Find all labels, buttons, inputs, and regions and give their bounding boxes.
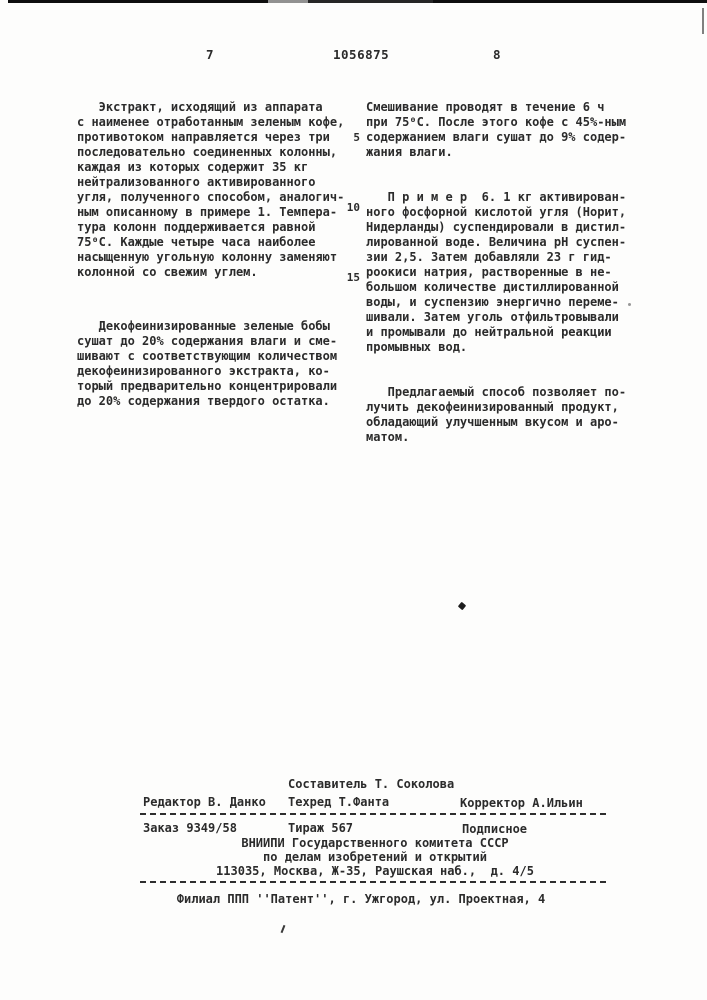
text-line: обладающий улучшенным вкусом и аро- [366, 415, 619, 429]
branch-office-line: Филиал ППП ''Патент'', г. Ужгород, ул. Проектная, 4 [176, 892, 546, 906]
subscription-note: Подписное [462, 822, 528, 836]
text-line: жания влаги. [366, 145, 453, 159]
paragraph [366, 100, 630, 160]
text-line: насыщенную угольную колонну заменяют [77, 250, 338, 264]
text-line: сушат до 20% содержания влаги и сме- [77, 334, 338, 348]
text-line: и промывали до нейтральной реакции [366, 325, 612, 339]
text-line: шивали. Затем уголь отфильтровывали [366, 310, 619, 324]
organization-line-2: по делам изобретений и открытий [263, 850, 487, 864]
patent-number: 1056875 [333, 47, 390, 62]
text-column-left [77, 70, 355, 439]
text-line: с наименее отработанным зеленым кофе, [77, 115, 345, 129]
text-line: роокиси натрия, растворенные в не- [366, 265, 612, 279]
page-number-right: 8 [493, 47, 502, 62]
text-line: зии 2,5. Затем добавляли 23 г гид- [366, 250, 612, 264]
compiler-credit: Составитель Т. Соколова [288, 777, 455, 791]
paragraph [366, 190, 630, 355]
text-line: колонной со свежим углем. [77, 265, 258, 279]
scan-speck [458, 602, 466, 610]
corrector-credit: Корректор А.Ильин [460, 796, 583, 810]
text-line: матом. [366, 430, 410, 444]
text-line: воды, и суспензию энергично переме- [366, 295, 619, 309]
text-line: ным описанному в примере 1. Темпера- [77, 205, 338, 219]
text-line: Экстракт, исходящий из аппарата [77, 100, 323, 114]
text-line: противотоком направляется через три [77, 130, 330, 144]
text-line: при 75⁰С. После этого кофе с 45%-ным [366, 115, 627, 129]
text-line: П р и м е р 6. 1 кг активирован- [366, 190, 627, 204]
print-run: Тираж 567 [288, 821, 354, 835]
text-line: содержанием влаги сушат до 9% содер- [366, 130, 627, 144]
text-line: нейтрализованного активированного [77, 175, 316, 189]
text-line: Нидерланды) суспендировали в дистил- [366, 220, 627, 234]
paragraph [77, 319, 355, 409]
techred-credit: Техред Т.Фанта [288, 795, 390, 809]
paragraph [366, 385, 630, 445]
text-line: 75⁰С. Каждые четыре часа наиболее [77, 235, 316, 249]
scan-edge-artifact [8, 0, 707, 3]
scan-speck [281, 925, 286, 933]
gutter-line-number-15: 15 [346, 271, 360, 284]
text-line: Смешивание проводят в течение 6 ч [366, 100, 605, 114]
text-line: ного фосфорной кислотой угля (Норит, [366, 205, 627, 219]
text-line: угля, полученного способом, аналогич- [77, 190, 345, 204]
text-line: торый предварительно концентрировали [77, 379, 338, 393]
organization-address: 113035, Москва, Ж-35, Раушская наб., д. 4/5 [216, 864, 534, 878]
text-column-right [366, 70, 630, 475]
dashed-divider [140, 881, 608, 883]
text-line: Предлагаемый способ позволяет по- [366, 385, 627, 399]
dashed-divider [140, 813, 608, 815]
paragraph [77, 100, 355, 280]
editor-credit: Редактор В. Данко [143, 795, 266, 809]
text-line: тура колонн поддерживается равной [77, 220, 316, 234]
text-line: Декофеинизированные зеленые бобы [77, 319, 330, 333]
text-line: большом количестве дистиллированной [366, 280, 619, 294]
text-line: лучить декофеинизированный продукт, [366, 400, 619, 414]
text-line: шивают с соответствующим количеством [77, 349, 338, 363]
text-line: каждая из которых содержит 35 кг [77, 160, 309, 174]
text-line: до 20% содержания твердого остатка. [77, 394, 330, 408]
text-line: последовательно соединенных колонны, [77, 145, 338, 159]
page-number-left: 7 [206, 47, 215, 62]
scan-edge-tick [702, 8, 704, 34]
gutter-line-number-5: 5 [353, 131, 360, 144]
text-line: промывных вод. [366, 340, 468, 354]
order-number: Заказ 9349/58 [143, 821, 237, 835]
imprint-block [140, 776, 610, 908]
gutter-line-number-10: 10 [346, 201, 360, 214]
organization-line-1: ВНИИПИ Государственного комитета СССР [241, 836, 509, 850]
text-line: лированной воде. Величина pH суспен- [366, 235, 627, 249]
text-line: декофеинизированного экстракта, ко- [77, 364, 330, 378]
